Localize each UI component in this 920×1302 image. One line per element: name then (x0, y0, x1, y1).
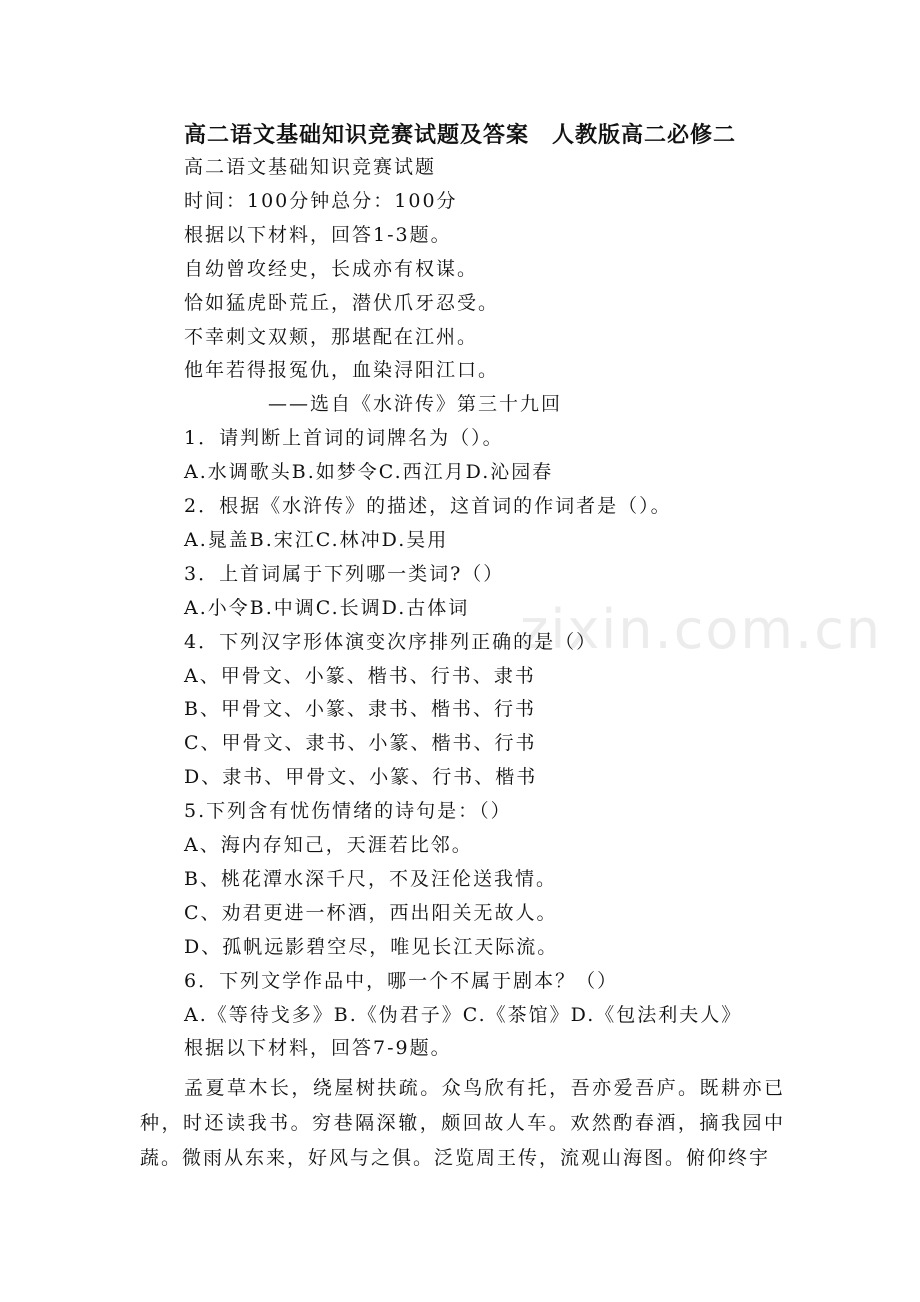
text-line: 根据以下材料，回答1-3题。 (184, 223, 452, 246)
text-line: 恰如猛虎卧荒丘，潜伏爪牙忍受。 (184, 291, 500, 314)
text-line: 5.下列含有忧伤情绪的诗句是：（） (184, 800, 512, 823)
text-line: 6．下列文学作品中，哪一个不属于剧本？（） (184, 969, 619, 992)
text-line: D、隶书、甲骨文、小篆、行书、楷书 (184, 766, 538, 789)
text-line: C、劝君更进一杯酒，西出阳关无故人。 (184, 901, 558, 924)
text-line: A.水调歌头B.如梦令C.西江月D.沁园春 (184, 461, 554, 484)
watermark: zixin.com.cn (520, 598, 883, 661)
text-line: A.《等待戈多》B.《伪君子》C.《茶馆》D.《包法利夫人》 (184, 1003, 743, 1026)
text-line: 自幼曾攻经史，长成亦有权谋。 (184, 257, 479, 280)
text-line: A、海内存知己，天涯若比邻。 (184, 834, 473, 856)
text-line: C、甲骨文、隶书、小篆、楷书、行书 (184, 732, 537, 755)
text-line: ——选自《水浒传》第三十九回 (268, 393, 563, 416)
text-line: 时间：100分钟总分：100分 (184, 189, 458, 212)
text-line: 高二语文基础知识竞赛试题 (184, 156, 437, 178)
body-paragraph: 孟夏草木长，绕屋树扶疏。众鸟欣有托，吾亦爱吾庐。既耕亦已种，时还读我书。穷巷隔深辙，颇回故人车。欢然酌春酒，摘我园中蔬。微雨从东来，好风与之俱。泛览周王传，流观山海图。俯仰终宇 (140, 1077, 785, 1170)
text-line: B、甲骨文、小篆、隶书、楷书、行书 (184, 698, 536, 721)
text-line: A、甲骨文、小篆、楷书、行书、隶书 (184, 664, 536, 687)
page-title: 高二语文基础知识竞赛试题及答案 人教版高二必修二 (183, 122, 736, 148)
text-line: 他年若得报冤仇，血染浔阳江口。 (184, 359, 500, 382)
text-line: B、桃花潭水深千尺，不及汪伦送我情。 (184, 867, 557, 890)
text-line: 不幸刺文双颊，那堪配在江州。 (184, 325, 479, 348)
text-line: 3．上首词属于下列哪一类词?（） (184, 562, 505, 585)
text-line: A.小令B.中调C.长调D.古体词 (184, 596, 470, 619)
text-line: 2．根据《水浒传》的描述，这首词的作词者是（）。 (184, 495, 672, 517)
text-line: 根据以下材料，回答7-9题。 (184, 1037, 452, 1060)
text-line: 1．请判断上首词的词牌名为（）。 (184, 427, 504, 450)
text-line: 4．下列汉字形体演变次序排列正确的是（） (184, 630, 598, 653)
text-line: D、孤帆远影碧空尽，唯见长江天际流。 (184, 935, 559, 958)
text-line: A.晁盖B.宋江C.林冲D.吴用 (184, 528, 449, 551)
